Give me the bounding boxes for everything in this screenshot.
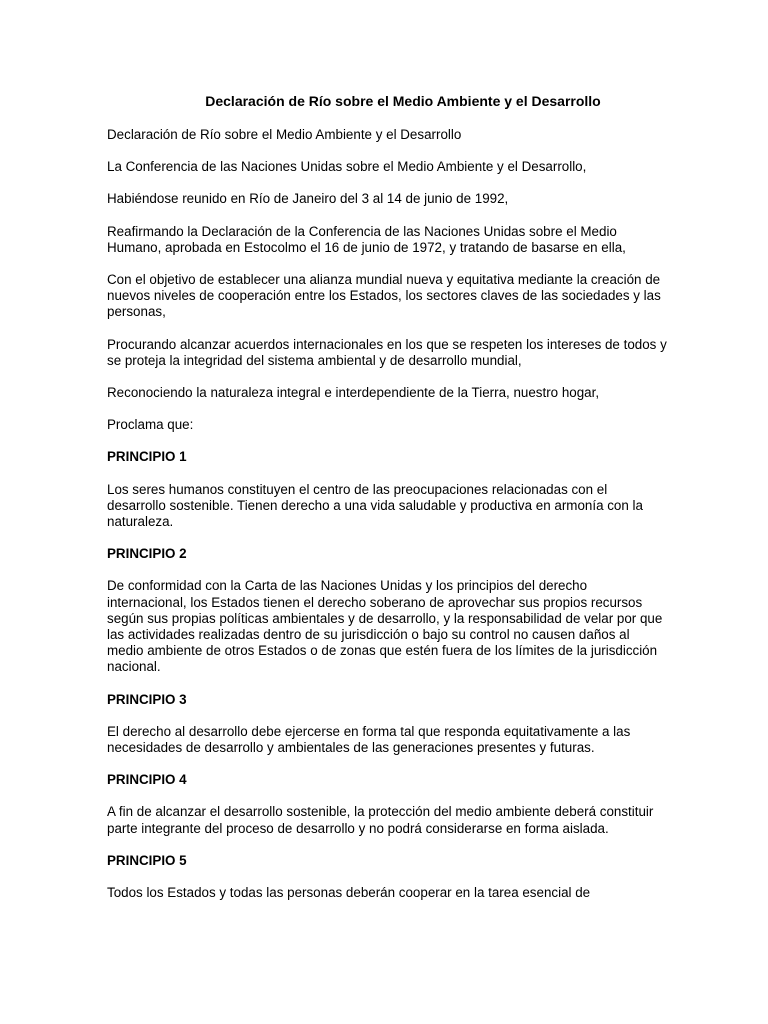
principle-5-text: Todos los Estados y todas las personas deberán cooperar en la tarea esencial de (107, 885, 591, 901)
paragraph-objective: Con el objetivo de establecer una alianza mundial nueva y equitativa mediante la creación de nuevos niveles de cooperación entre los Estados, los sectores claves de las sociedades y las personas, (107, 272, 661, 320)
principle-2-text: De conformidad con la Carta de las Naciones Unidas y los principios del derecho internacional, los Estados tienen el derecho soberano de aprovechar sus propios recursos según sus propias políticas ambientales y de desarrollo, y la responsabilidad de velar por que las actividades realizadas dentro de su jurisdicción o bajo su control no causen daños al medio ambiente de otros Estados o de zonas que estén fuera de los límites de la jurisdicción nacional. (107, 578, 663, 675)
principle-3-text: El derecho al desarrollo debe ejercerse en forma tal que responda equitativamente a las necesidades de desarrollo y ambientales de las generaciones presentes y futuras. (107, 723, 631, 756)
principle-1-heading: PRINCIPIO 1 (107, 449, 187, 465)
principle-2-heading: PRINCIPIO 2 (107, 546, 187, 562)
paragraph-reaffirming: Reafirmando la Declaración de la Conferencia de las Naciones Unidas sobre el Medio Humano, aprobada en Estocolmo el 16 de junio de 1972, y tratando de basarse en ella, (107, 223, 626, 255)
document-body (107, 127, 667, 917)
paragraph-meeting: Habiéndose reunido en Río de Janeiro del 3 al 14 de junio de 1992, (107, 191, 509, 207)
paragraph-conference: La Conferencia de las Naciones Unidas sobre el Medio Ambiente y el Desarrollo, (107, 159, 587, 175)
paragraph-subtitle: Declaración de Río sobre el Medio Ambiente y el Desarrollo (107, 127, 462, 142)
document-title: Declaración de Río sobre el Medio Ambiente y el Desarrollo (205, 93, 601, 109)
principle-4-text: A fin de alcanzar el desarrollo sostenible, la protección del medio ambiente deberá constituir parte integrante del proceso de desarrollo y no podrá considerarse en forma aislada. (107, 804, 654, 836)
paragraph-recognizing: Reconociendo la naturaleza integral e interdependiente de la Tierra, nuestro hogar, (107, 385, 600, 401)
principle-5-heading: PRINCIPIO 5 (107, 852, 187, 868)
principle-1-text: Los seres humanos constituyen el centro de las preocupaciones relacionadas con el desarrollo sostenible. Tienen derecho a una vida saludable y productiva en armonía con la naturaleza. (107, 481, 643, 530)
principle-3-heading: PRINCIPIO 3 (107, 691, 187, 707)
paragraph-seeking: Procurando alcanzar acuerdos internacionales en los que se respeten los intereses de todos y se proteja la integridad del sistema ambiental y de desarrollo mundial, (107, 336, 667, 368)
paragraph-proclaims: Proclama que: (107, 417, 194, 433)
principle-4-heading: PRINCIPIO 4 (107, 772, 187, 788)
